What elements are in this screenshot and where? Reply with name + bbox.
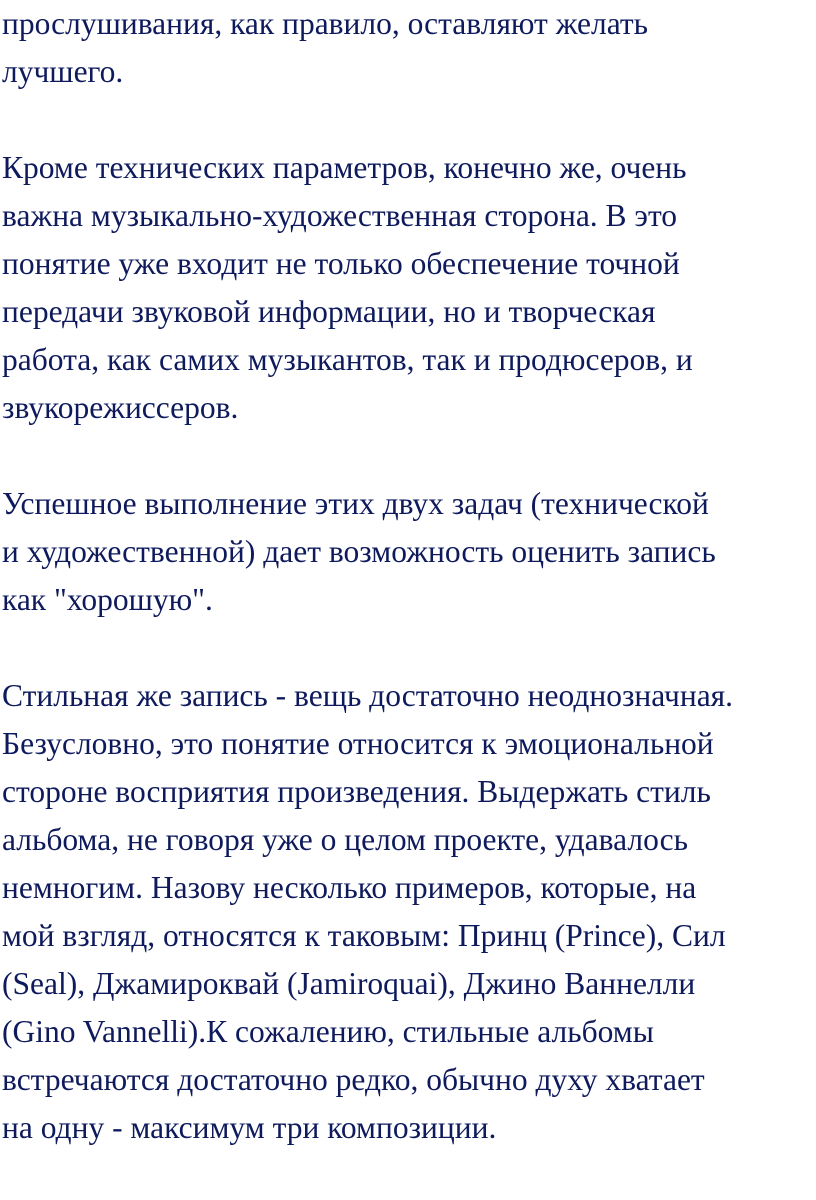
paragraph-4 xyxy=(2,672,733,1152)
text-line: (Seal), Джамироквай (Jamiroquai), Джино Ваннелли xyxy=(2,966,696,1001)
text-line: понятие уже входит не только обеспечение точной xyxy=(2,246,680,281)
paragraph-2 xyxy=(2,144,693,432)
text-line: альбома, не говоря уже о целом проекте, удавалось xyxy=(2,822,688,857)
text-line: мой взгляд, относятся к таковым: Принц (Prince), Сил xyxy=(2,918,726,953)
text-line: на одну - максимум три композиции. xyxy=(2,1110,497,1145)
text-line: звукорежиссеров. xyxy=(2,390,239,425)
text-line: лучшего. xyxy=(2,54,124,89)
text-line: Успешное выполнение этих двух задач (технической xyxy=(2,486,709,521)
text-line: передачи звуковой информации, но и творческая xyxy=(2,294,656,329)
text-line: важна музыкально-художественная сторона. В это xyxy=(2,198,678,233)
text-line: работа, как самих музыкантов, так и продюсеров, и xyxy=(2,342,693,377)
text-line: немногим. Назову несколько примеров, которые, на xyxy=(2,870,697,905)
text-line: стороне восприятия произведения. Выдержать стиль xyxy=(2,774,711,809)
text-line: Безусловно, это понятие относится к эмоциональной xyxy=(2,726,714,761)
text-line: и художественной) дает возможность оценить запись xyxy=(2,534,716,569)
paragraph-3 xyxy=(2,480,716,624)
text-line: Стильная же запись - вещь достаточно неоднозначная. xyxy=(2,678,734,713)
text-line: как "хорошую". xyxy=(2,582,213,617)
text-line: Кроме технических параметров, конечно же, очень xyxy=(2,150,687,185)
text-line: прослушивания, как правило, оставляют желать xyxy=(2,6,649,41)
text-line: встречаются достаточно редко, обычно духу хватает xyxy=(2,1062,705,1097)
text-line: (Gino Vannelli).К сожалению, стильные альбомы xyxy=(2,1014,654,1049)
paragraph-1 xyxy=(2,0,648,96)
